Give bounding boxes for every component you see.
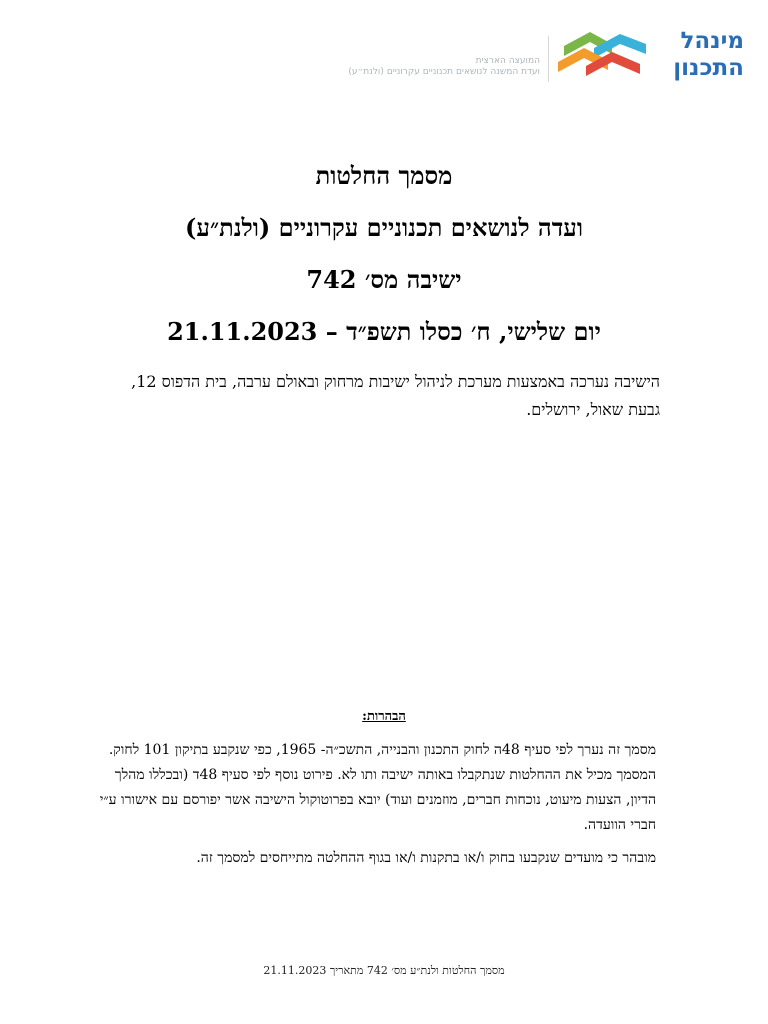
- logo-text-line2: התכנון: [673, 55, 744, 81]
- org-line2: ועדת המשנה לנושאים תכנוניים עקרוניים (ולנת״ע): [348, 67, 540, 77]
- planning-administration-logo-icon: [556, 24, 662, 80]
- disclaimer-heading: הבהרות:: [362, 709, 406, 724]
- committee-name: ועדה לנושאים תכנוניים עקרוניים (ולנת״ע): [185, 213, 583, 242]
- logo-text: [664, 28, 744, 82]
- org-line1: המועצה הארצית: [475, 56, 540, 66]
- logo-text-line1: מינהל: [680, 28, 744, 54]
- document-title-block: [0, 150, 768, 358]
- org-subheader: [296, 56, 540, 78]
- page-header: [0, 0, 768, 100]
- meeting-date: יום שלישי, ח׳ כסלו תשפ״ד – 21.11.2023: [167, 317, 601, 346]
- disclaimer-paragraph-2: מובהר כי מועדים שנקבעו בחוק ו/או בתקנות ו/או בגוף ההחלטה מתייחסים למסמך זה.: [196, 850, 656, 866]
- disclaimer-section: [96, 738, 656, 879]
- meeting-location-paragraph: הישיבה נערכה באמצעות מערכת לניהול ישיבות מרחוק ובאולם ערבה, בית הדפוס 12, גבעת שאול, ירושלים.: [131, 372, 660, 419]
- disclaimer-paragraph-1: מסמך זה נערך לפי סעיף 48ה לחוק התכנון והבנייה, התשכ״ה- 1965, כפי שנקבע בתיקון 101 לחוק. המסמך מכיל את ההחלטות שנתקבלו באותה ישיבה ותו לא. פירוט נוסף לפי סעיף 48ד (ובכללו מהלך הדיון, הצעות מיעוט, נוכחות חברים, מוזמנים ועוד) יובא בפרוטוקול הישיבה אשר יפורסם עם אישורו ע״י חברי הוועדה.: [99, 742, 656, 833]
- logo-divider: [548, 36, 549, 82]
- page-footer: מסמך החלטות ולנת״ע מס׳ 742 מתאריך 21.11.2023: [263, 964, 505, 977]
- meeting-number: ישיבה מס׳ 742: [306, 265, 462, 294]
- document-title: מסמך החלטות: [315, 161, 453, 190]
